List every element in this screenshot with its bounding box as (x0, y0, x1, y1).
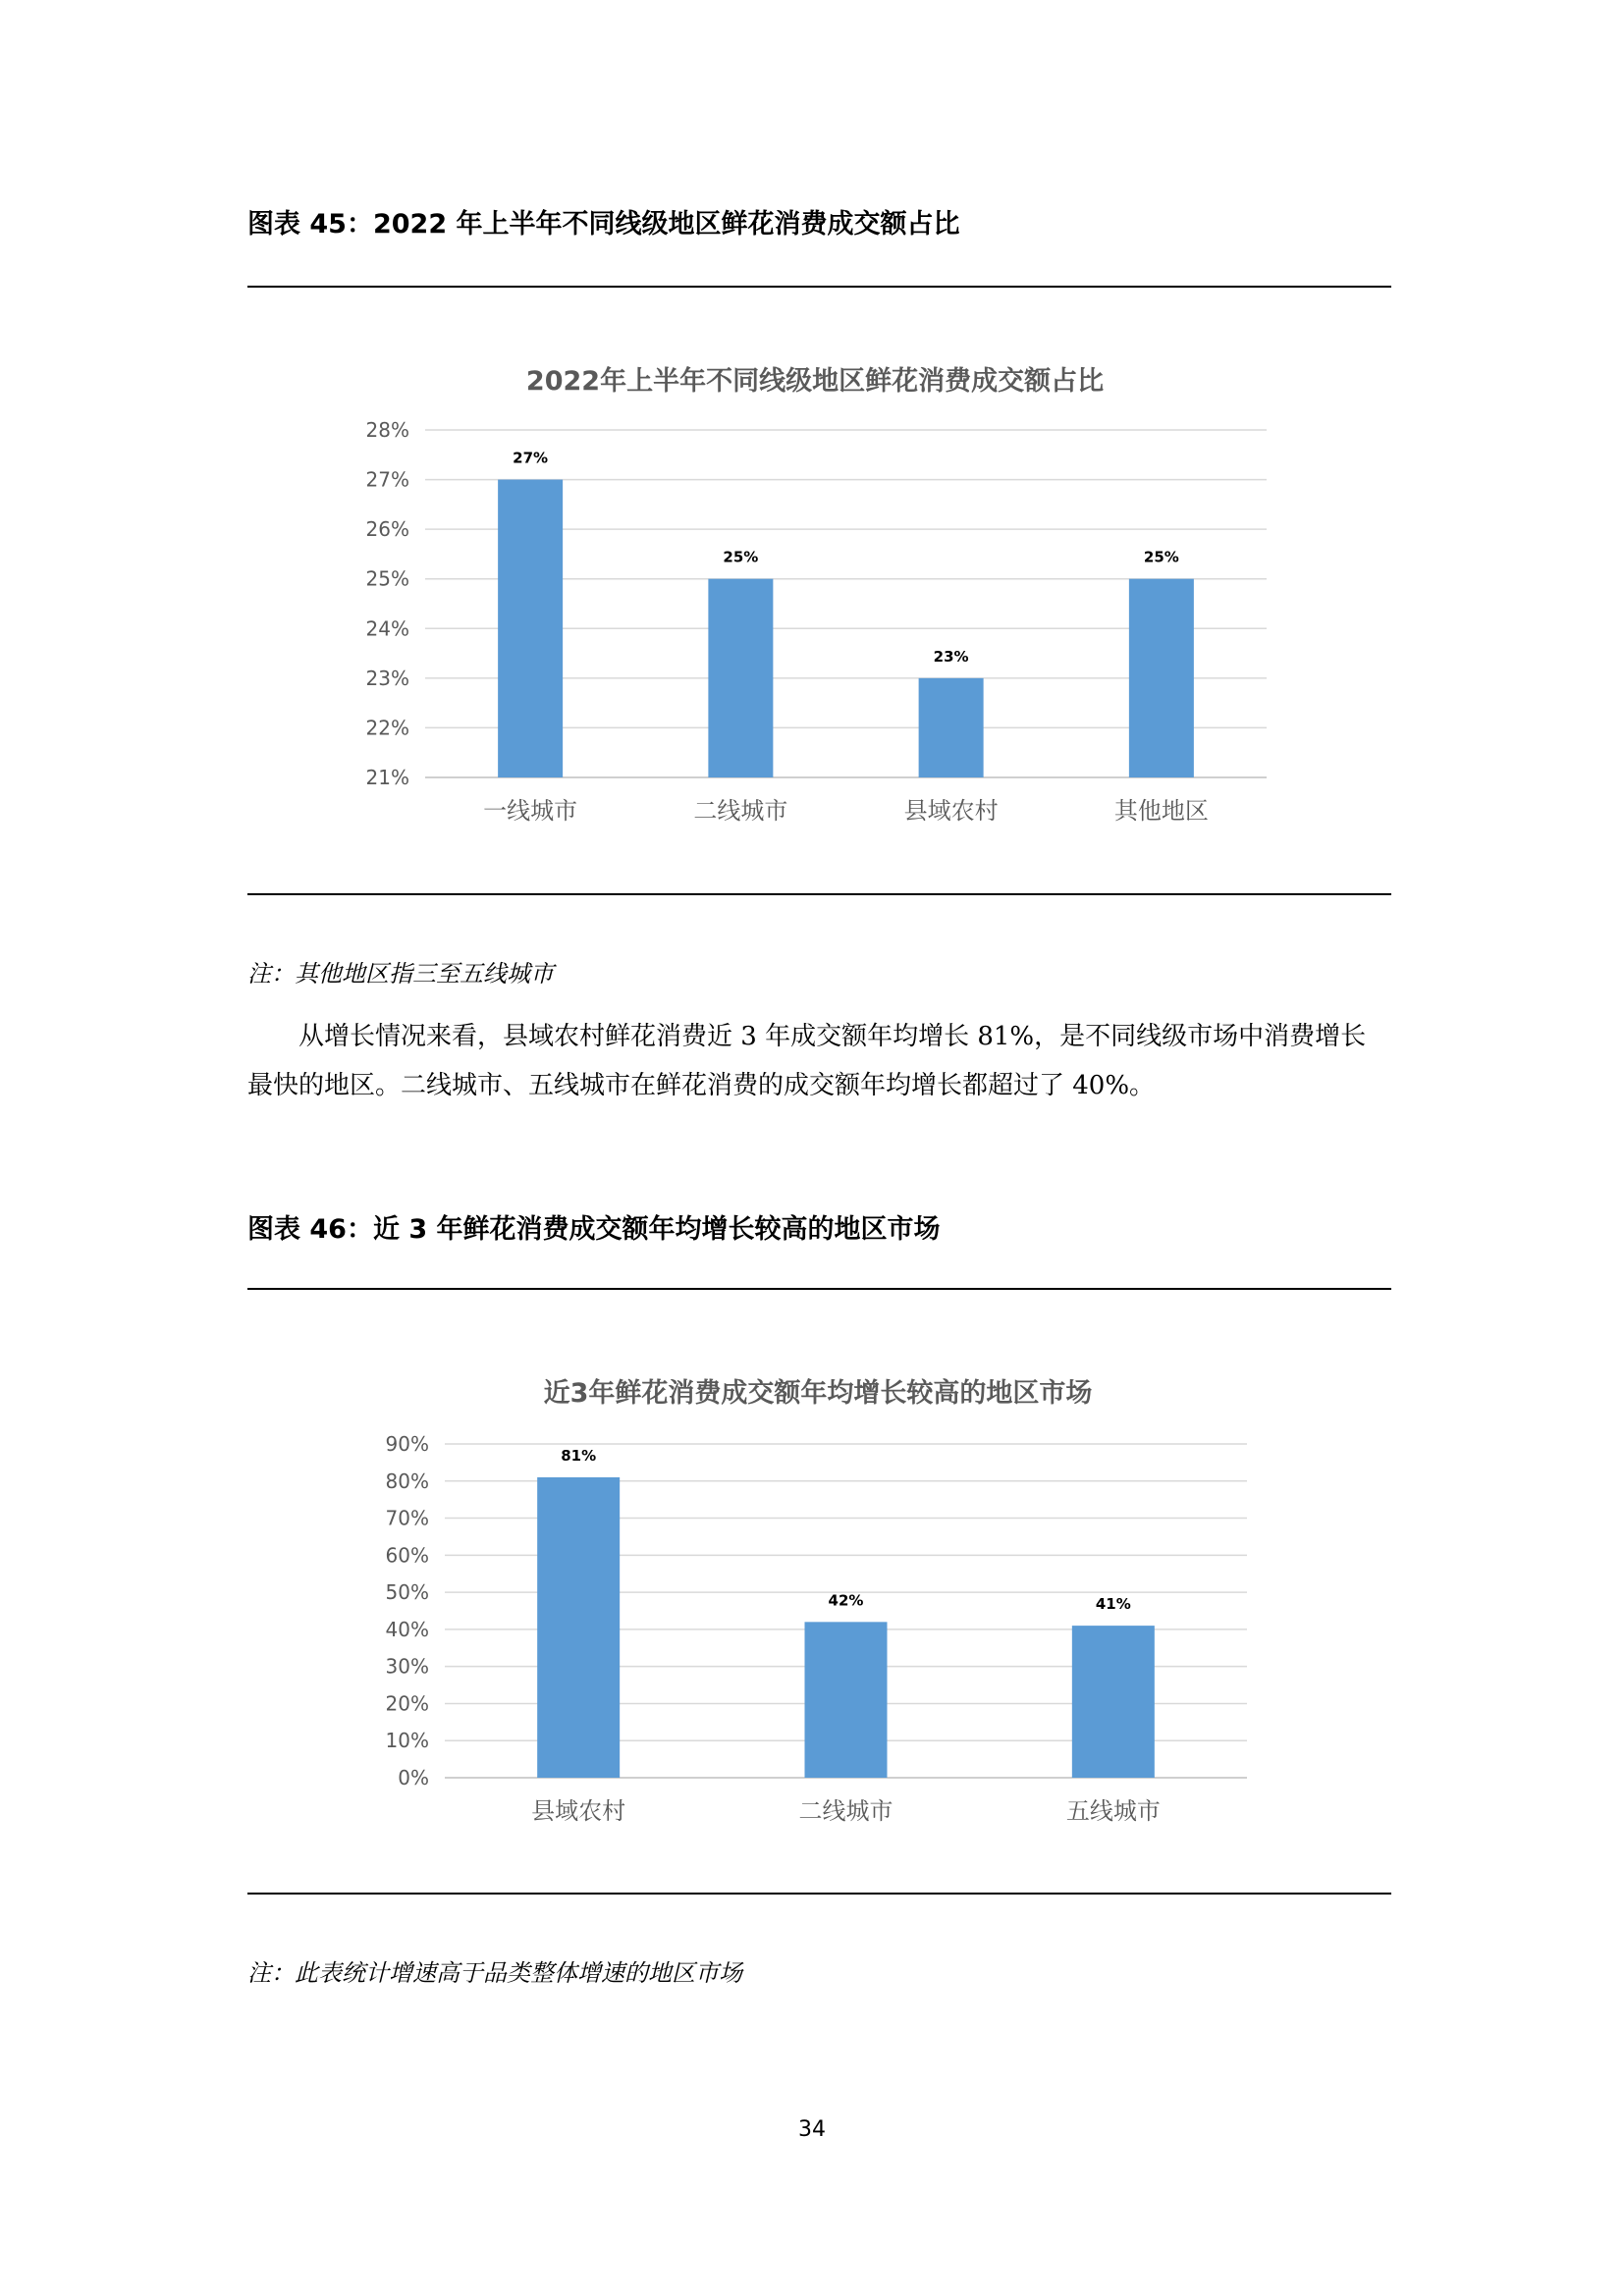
bar-value-label: 25% (1143, 548, 1179, 566)
y-tick-label: 50% (385, 1580, 429, 1605)
y-tick-label: 24% (365, 616, 409, 641)
bar (919, 678, 984, 777)
y-tick-label: 30% (385, 1654, 429, 1679)
chart-46-title: 近3年鲜花消费成交额年均增长较高的地区市场 (543, 1378, 1093, 1409)
chart-46-y-ticks (386, 1432, 429, 1789)
y-tick-label: 60% (385, 1543, 429, 1568)
figure-46-caption: 图表 46：近 3 年鲜花消费成交额年均增长较高的地区市场 (247, 1214, 941, 1245)
y-tick-label: 22% (365, 716, 409, 740)
y-tick-label: 10% (385, 1729, 429, 1753)
y-tick-label: 80% (385, 1468, 429, 1493)
figure-45-caption: 图表 45：2022 年上半年不同线级地区鲜花消费成交额占比 (247, 209, 960, 240)
body-paragraph: 从增长情况来看，县域农村鲜花消费近 3 年成交额年均增长 81%，是不同线级市场中消费增长最快的地区。二线城市、五线城市在鲜花消费的成交额年均增长都超过了 40%。 (247, 1022, 1367, 1100)
chart-45-y-ticks (366, 418, 409, 789)
bar (1072, 1626, 1155, 1778)
y-tick-label: 90% (385, 1432, 429, 1456)
chart-45-x-ticks (483, 797, 1209, 825)
chart-45 (334, 344, 1296, 858)
bar (537, 1477, 620, 1778)
x-category-label: 一线城市 (483, 797, 578, 825)
chart-46 (334, 1345, 1296, 1859)
y-tick-label: 70% (385, 1506, 429, 1530)
chart-46-x-ticks (531, 1797, 1161, 1825)
figure-45-note: 注：其他地区指三至五线城市 (247, 960, 554, 988)
chart-45-value-labels (513, 450, 1179, 666)
bar-value-label: 81% (561, 1447, 597, 1465)
y-tick-label: 25% (365, 566, 409, 591)
y-tick-label: 0% (398, 1766, 429, 1789)
bar (805, 1622, 888, 1778)
figure-46-top-rule (247, 1288, 1391, 1290)
chart-45-title: 2022年上半年不同线级地区鲜花消费成交额占比 (525, 366, 1105, 397)
y-tick-label: 20% (385, 1691, 429, 1716)
x-category-label: 其他地区 (1113, 797, 1209, 825)
chart-46-svg (334, 1345, 1296, 1855)
figure-46-bottom-rule (247, 1893, 1391, 1895)
figure-45-top-rule (247, 286, 1391, 288)
bar (708, 579, 773, 777)
chart-46-value-labels (561, 1447, 1131, 1613)
x-category-label: 二线城市 (693, 797, 788, 825)
figure-46-note: 注：此表统计增速高于品类整体增速的地区市场 (247, 1959, 742, 1987)
page-number: 34 (798, 2117, 826, 2142)
bar-value-label: 25% (723, 548, 759, 566)
y-tick-label: 23% (365, 666, 409, 690)
x-category-label: 县域农村 (531, 1797, 626, 1825)
bar-value-label: 41% (1095, 1595, 1131, 1614)
y-tick-label: 40% (385, 1617, 429, 1641)
chart-45-svg (334, 344, 1296, 854)
y-tick-label: 27% (365, 467, 409, 492)
y-tick-label: 26% (365, 517, 409, 542)
bar-value-label: 23% (933, 647, 969, 666)
bar (498, 480, 563, 777)
y-tick-label: 28% (365, 418, 409, 442)
x-category-label: 五线城市 (1065, 1797, 1161, 1825)
bar (1129, 579, 1194, 777)
x-category-label: 二线城市 (798, 1797, 893, 1825)
figure-45-bottom-rule (247, 893, 1391, 895)
bar-value-label: 27% (513, 449, 549, 467)
y-tick-label: 21% (365, 766, 409, 789)
x-category-label: 县域农村 (903, 797, 999, 825)
bar-value-label: 42% (828, 1591, 864, 1610)
chart-46-bars (537, 1477, 1155, 1778)
